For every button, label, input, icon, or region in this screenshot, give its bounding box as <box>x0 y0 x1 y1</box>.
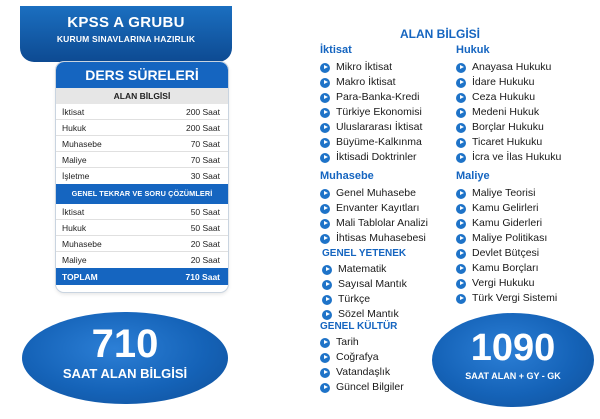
table-row <box>56 204 228 220</box>
row-name: Maliye <box>62 154 87 165</box>
genel-yetenek-list <box>322 262 407 322</box>
ders-sureleri-card <box>56 62 228 292</box>
section-title-genel-kultur: GENEL KÜLTÜR <box>320 321 398 332</box>
play-bullet-icon <box>320 204 330 214</box>
list-item: Mikro İktisat <box>320 60 422 75</box>
list-item: Sözel Mantık <box>322 307 407 322</box>
table-row <box>56 236 228 252</box>
list-item: Kamu Gelirleri <box>456 201 557 216</box>
iktisat-list <box>320 60 422 165</box>
alan-bilgisi-hours-badge <box>22 312 228 404</box>
play-bullet-icon <box>456 93 466 103</box>
list-item: Makro İktisat <box>320 75 422 90</box>
table-row <box>56 120 228 136</box>
play-bullet-icon <box>456 279 466 289</box>
list-item: Mali Tablolar Analizi <box>320 216 428 231</box>
list-item: Para-Banka-Kredi <box>320 90 422 105</box>
list-item: İhtisas Muhasebesi <box>320 231 428 246</box>
list-item: Uluslararası İktisat <box>320 120 422 135</box>
badge-number: 1090 <box>470 327 556 369</box>
play-bullet-icon <box>322 265 332 275</box>
list-item: Sayısal Mantık <box>322 277 407 292</box>
row-hours: 200 Saat <box>185 106 220 117</box>
list-item: Envanter Kayıtları <box>320 201 428 216</box>
play-bullet-icon <box>320 353 330 363</box>
list-item: Borçlar Hukuku <box>456 120 561 135</box>
list-item: Kamu Giderleri <box>456 216 557 231</box>
row-hours: 50 Saat <box>190 206 220 217</box>
list-item: Ticaret Hukuku <box>456 135 561 150</box>
section-title-muhasebe: Muhasebe <box>320 170 374 182</box>
table-row <box>56 104 228 120</box>
play-bullet-icon <box>456 249 466 259</box>
play-bullet-icon <box>320 108 330 118</box>
play-bullet-icon <box>320 338 330 348</box>
list-item: İdare Hukuku <box>456 75 561 90</box>
list-item: Maliye Teorisi <box>456 186 557 201</box>
play-bullet-icon <box>456 264 466 274</box>
table-row <box>56 136 228 152</box>
play-bullet-icon <box>456 204 466 214</box>
table-row <box>56 168 228 184</box>
list-item: Tarih <box>320 335 404 350</box>
list-item: Kamu Borçları <box>456 261 557 276</box>
play-bullet-icon <box>320 153 330 163</box>
row-hours: 70 Saat <box>190 154 220 165</box>
list-item: Genel Muhasebe <box>320 186 428 201</box>
total-hours-badge <box>432 313 594 407</box>
header-banner <box>20 6 232 62</box>
row-name: Hukuk <box>62 122 87 133</box>
alan-bilgisi-title: ALAN BİLGİSİ <box>400 27 480 41</box>
list-item: Türkiye Ekonomisi <box>320 105 422 120</box>
row-hours: 50 Saat <box>190 222 220 233</box>
header-title: KPSS A GRUBU <box>67 14 185 31</box>
play-bullet-icon <box>320 234 330 244</box>
list-item: İktisadi Doktrinler <box>320 150 422 165</box>
list-item: Maliye Politikası <box>456 231 557 246</box>
header-subtitle: KURUM SINAVLARINA HAZIRLIK <box>56 34 196 44</box>
muhasebe-list <box>320 186 428 246</box>
play-bullet-icon <box>320 93 330 103</box>
play-bullet-icon <box>456 78 466 88</box>
row-name: Muhasebe <box>62 238 102 249</box>
list-item: Coğrafya <box>320 350 404 365</box>
play-bullet-icon <box>456 234 466 244</box>
play-bullet-icon <box>320 383 330 393</box>
genel-kultur-list <box>320 335 404 395</box>
hukuk-list <box>456 60 561 165</box>
list-item: Devlet Bütçesi <box>456 246 557 261</box>
table-row <box>56 220 228 236</box>
row-hours: 20 Saat <box>190 238 220 249</box>
row-hours: 70 Saat <box>190 138 220 149</box>
list-item: Ceza Hukuku <box>456 90 561 105</box>
list-item: Türk Vergi Sistemi <box>456 291 557 306</box>
play-bullet-icon <box>320 189 330 199</box>
section-title-maliye: Maliye <box>456 170 490 182</box>
row-hours: 20 Saat <box>190 255 220 265</box>
play-bullet-icon <box>456 189 466 199</box>
play-bullet-icon <box>320 138 330 148</box>
row-name: Hukuk <box>62 222 87 233</box>
total-label: TOPLAM <box>62 271 98 282</box>
tekrar-subheader: GENEL TEKRAR VE SORU ÇÖZÜMLERİ <box>56 184 228 204</box>
play-bullet-icon <box>320 123 330 133</box>
list-item: Vatandaşlık <box>320 365 404 380</box>
badge-label: SAAT ALAN BİLGİSİ <box>62 366 188 381</box>
list-item: Büyüme-Kalkınma <box>320 135 422 150</box>
section-title-genel-yetenek: GENEL YETENEK <box>322 248 407 259</box>
alan-bilgisi-subheader: ALAN BİLGİSİ <box>56 88 228 104</box>
play-bullet-icon <box>322 310 332 320</box>
list-item: İcra ve İlas Hukuku <box>456 150 561 165</box>
row-name: İktisat <box>62 106 85 117</box>
row-name: Muhasebe <box>62 138 102 149</box>
play-bullet-icon <box>320 368 330 378</box>
play-bullet-icon <box>456 219 466 229</box>
list-item: Matematik <box>322 262 407 277</box>
play-bullet-icon <box>320 78 330 88</box>
play-bullet-icon <box>322 295 332 305</box>
table-row <box>56 152 228 168</box>
play-bullet-icon <box>456 138 466 148</box>
table-row <box>56 252 228 268</box>
section-title-hukuk: Hukuk <box>456 44 490 56</box>
list-item: Türkçe <box>322 292 407 307</box>
row-hours: 30 Saat <box>190 171 220 181</box>
ders-sureleri-title: DERS SÜRELERİ <box>56 62 228 88</box>
play-bullet-icon <box>456 108 466 118</box>
play-bullet-icon <box>456 63 466 73</box>
play-bullet-icon <box>320 219 330 229</box>
list-item: Güncel Bilgiler <box>320 380 404 395</box>
total-row <box>56 268 228 285</box>
list-item: Anayasa Hukuku <box>456 60 561 75</box>
play-bullet-icon <box>322 280 332 290</box>
play-bullet-icon <box>456 153 466 163</box>
badge-number: 710 <box>91 322 159 366</box>
list-item: Vergi Hukuku <box>456 276 557 291</box>
row-name: İktisat <box>62 206 85 217</box>
total-hours: 710 Saat <box>185 271 220 282</box>
list-item: Medeni Hukuk <box>456 105 561 120</box>
row-name: Maliye <box>62 255 87 265</box>
play-bullet-icon <box>456 294 466 304</box>
row-hours: 200 Saat <box>185 122 220 133</box>
maliye-list <box>456 186 557 306</box>
badge-label: SAAT ALAN + GY - GK <box>465 371 561 381</box>
row-name: İşletme <box>62 171 90 181</box>
play-bullet-icon <box>320 63 330 73</box>
play-bullet-icon <box>456 123 466 133</box>
section-title-iktisat: İktisat <box>320 44 352 56</box>
